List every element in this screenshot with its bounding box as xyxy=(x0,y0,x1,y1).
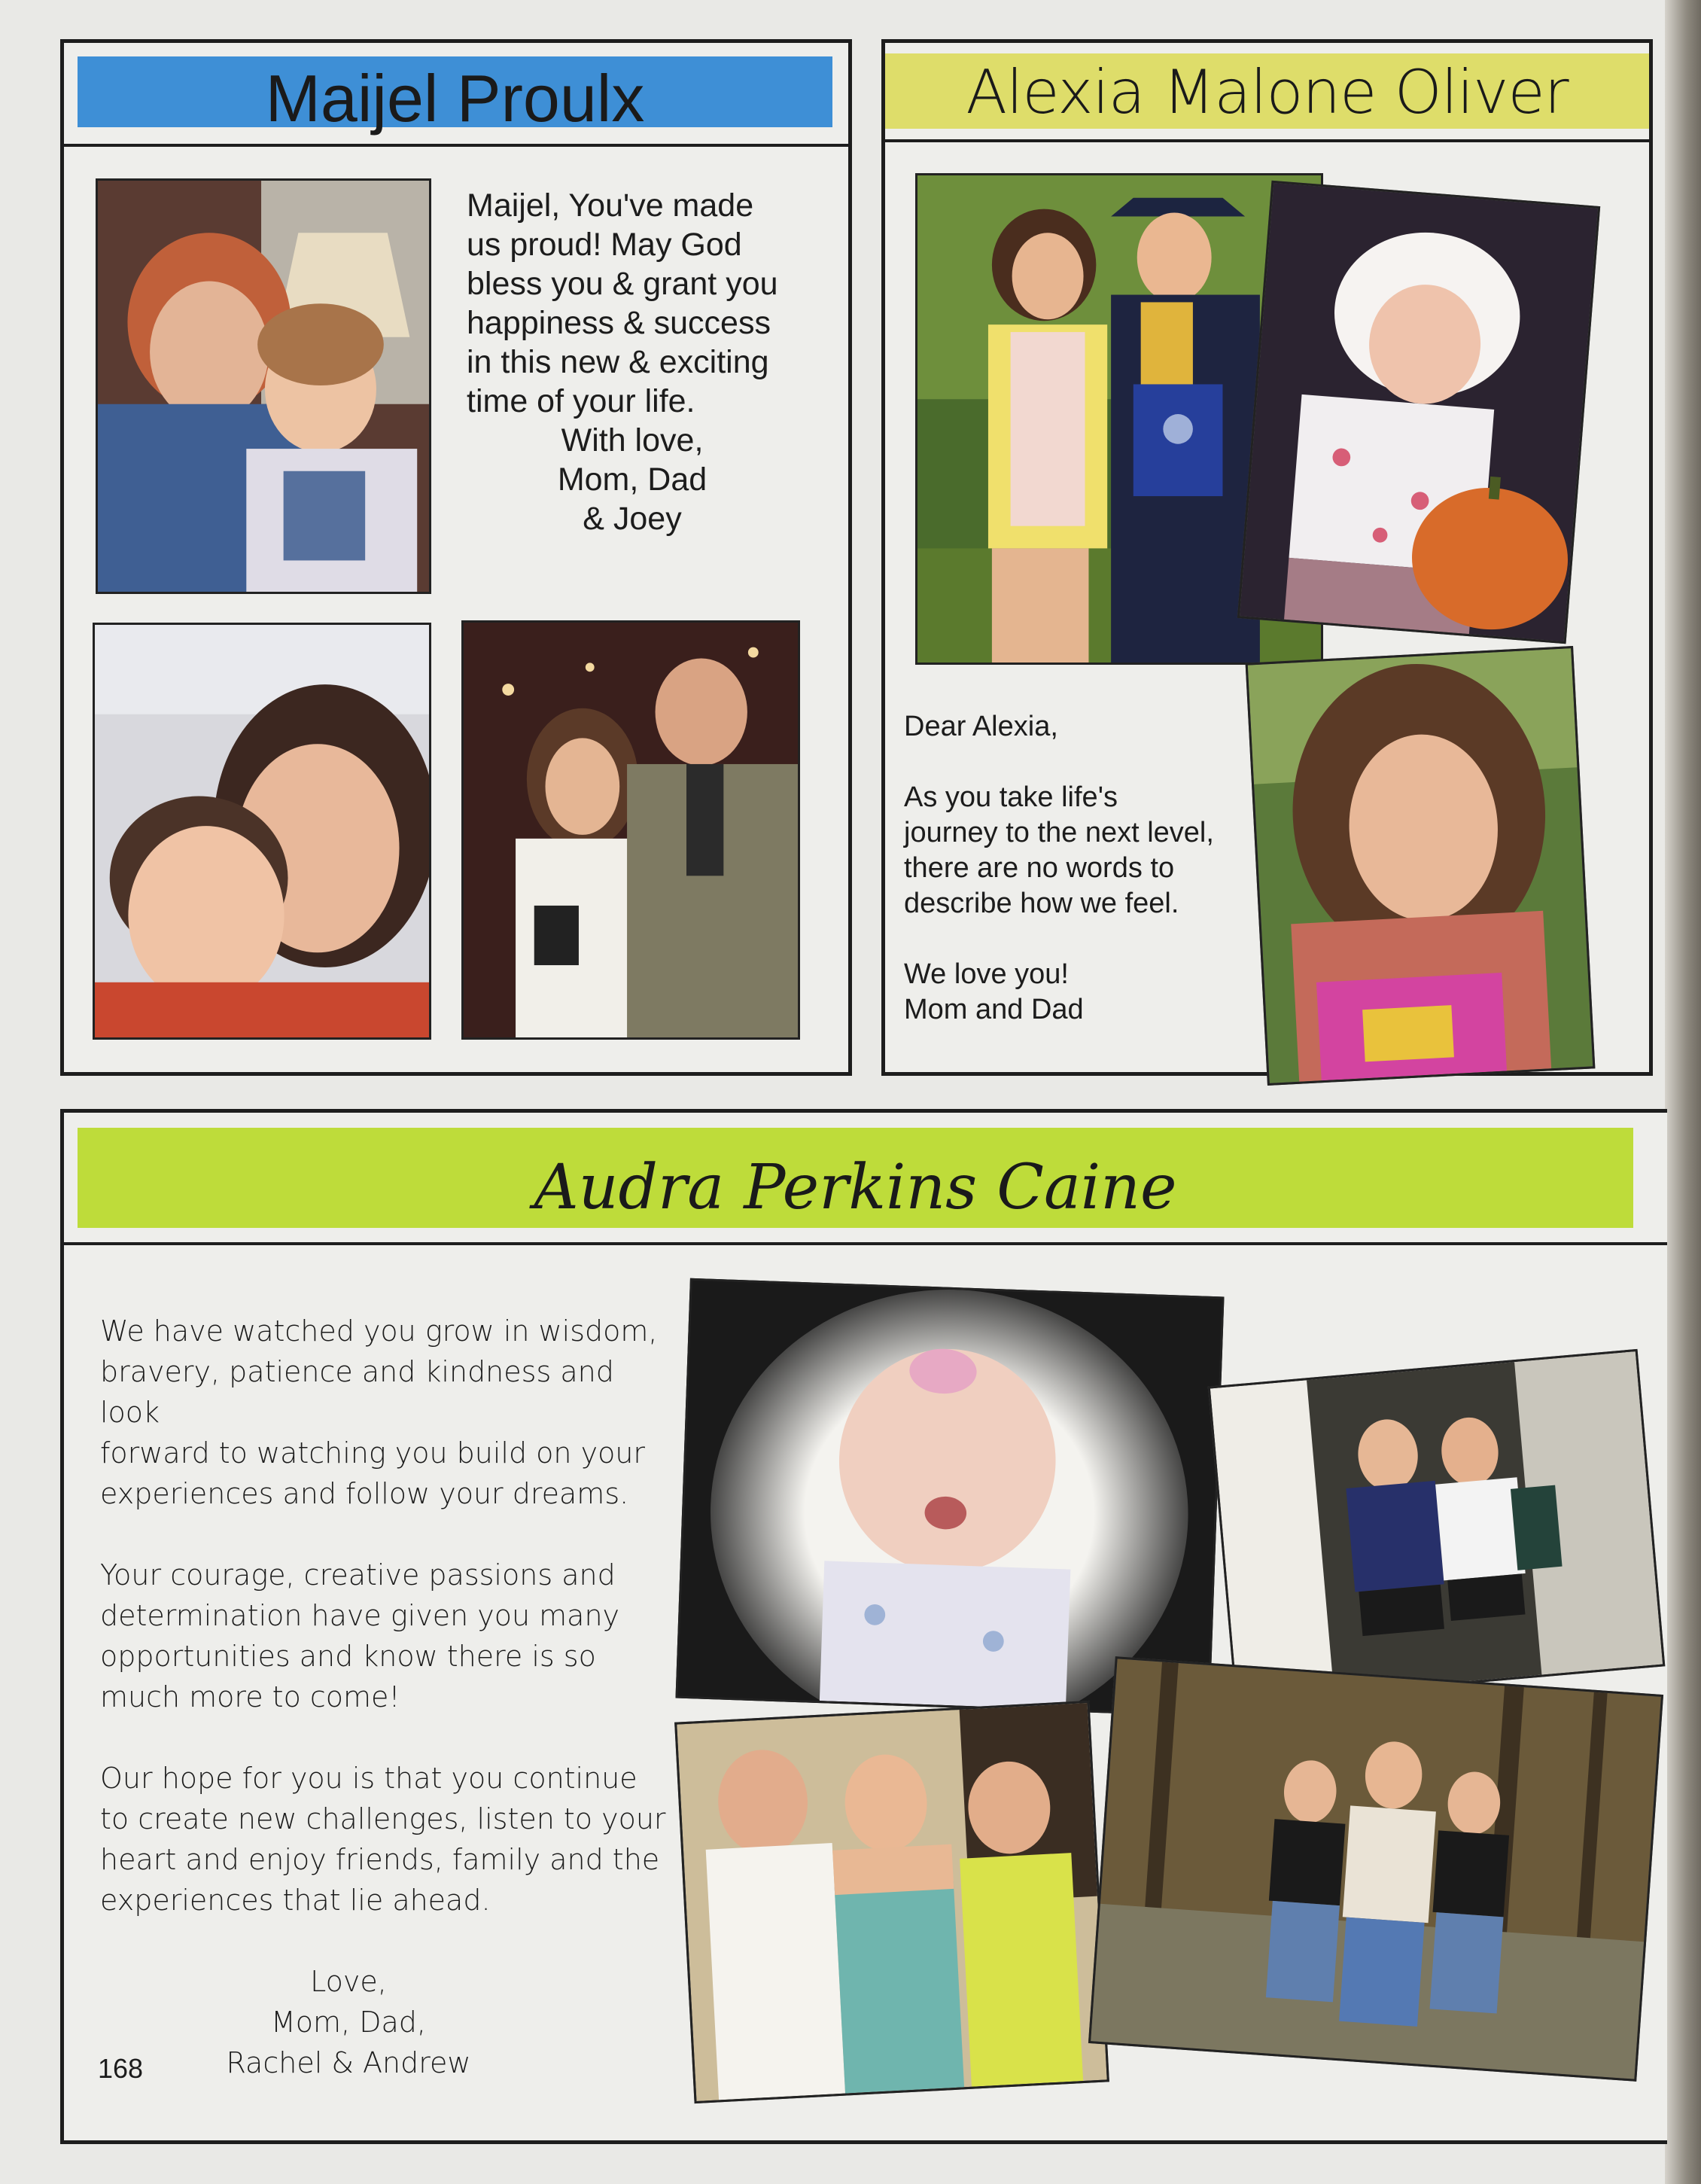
message-line: opportunities and know there is so xyxy=(100,1640,596,1673)
maijel-signoff xyxy=(467,421,798,538)
alexia-photo-baby-with-pumpkin xyxy=(1237,181,1600,644)
closing-line: We love you! xyxy=(904,958,1069,990)
audra-title-bar xyxy=(78,1128,1633,1228)
message-line: experiences that lie ahead. xyxy=(100,1884,491,1917)
alexia-title: Alexia Malone Oliver xyxy=(966,57,1569,127)
message-line: heart and enjoy friends, family and the xyxy=(100,1843,660,1876)
message-line: in this new & exciting xyxy=(467,344,769,380)
message-line: Our hope for you is that you continue xyxy=(100,1762,637,1795)
alexia-greeting: Dear Alexia, xyxy=(904,711,1058,742)
message-line: journey to the next level, xyxy=(904,817,1214,848)
message-line: We have watched you grow in wisdom, xyxy=(100,1314,658,1348)
alexia-title-rule xyxy=(885,139,1649,142)
maijel-photo-siblings xyxy=(93,623,431,1040)
audra-photo-children-on-wall xyxy=(1088,1656,1663,2082)
signoff-line: Rachel & Andrew xyxy=(226,2046,471,2079)
signoff-line: Mom, Dad xyxy=(557,461,707,498)
message-line: happiness & success xyxy=(467,305,771,341)
signoff-line: Love, xyxy=(310,1965,387,1998)
maijel-title-rule xyxy=(64,144,848,147)
message-line: time of your life. xyxy=(467,383,695,419)
closing-line: Mom and Dad xyxy=(904,994,1084,1025)
message-line: experiences and follow your dreams. xyxy=(100,1477,629,1510)
maijel-title-bar xyxy=(78,56,832,136)
message-line: As you take life's xyxy=(904,781,1118,813)
alexia-panel xyxy=(881,39,1653,1076)
message-line: to create new challenges, listen to your xyxy=(100,1802,666,1835)
message-line: Maijel, You've made xyxy=(467,187,754,224)
signoff-line: & Joey xyxy=(583,501,682,537)
page-number: 168 xyxy=(98,2053,144,2084)
message-line: bravery, patience and kindness and look xyxy=(100,1355,614,1429)
alexia-photo-girl-portrait xyxy=(1246,646,1596,1086)
message-line: Your courage, creative passions and xyxy=(100,1558,616,1592)
message-line: there are no words to xyxy=(904,852,1175,884)
message-line: bless you & grant you xyxy=(467,266,778,302)
audra-title: Audra Perkins Caine xyxy=(534,1152,1177,1223)
maijel-title: Maijel Proulx xyxy=(265,61,645,136)
audra-message xyxy=(100,1311,672,2083)
signoff-line: Mom, Dad, xyxy=(271,2006,426,2039)
message-line: describe how we feel. xyxy=(904,888,1179,919)
message-line: us proud! May God xyxy=(467,227,742,263)
maijel-panel xyxy=(60,39,852,1076)
signoff-line: With love, xyxy=(561,422,704,458)
maijel-photo-mother-and-toddler xyxy=(96,178,431,594)
audra-panel xyxy=(60,1109,1667,2144)
audra-signoff xyxy=(100,1961,597,2083)
audra-photo-baby-vignette xyxy=(675,1278,1224,1716)
alexia-message xyxy=(904,709,1258,1028)
audra-photo-friends-backpacks xyxy=(1208,1349,1666,1704)
message-line: determination have given you many xyxy=(100,1599,620,1632)
maijel-message xyxy=(467,186,820,538)
maijel-photo-father-daughter-dance xyxy=(461,620,800,1040)
message-line: forward to watching you build on your xyxy=(100,1436,646,1470)
audra-title-rule xyxy=(64,1242,1667,1245)
message-line: much more to come! xyxy=(100,1680,400,1713)
page-binding-edge xyxy=(1665,0,1701,2184)
audra-photo-three-women xyxy=(674,1701,1109,2103)
alexia-title-bar xyxy=(885,53,1649,129)
